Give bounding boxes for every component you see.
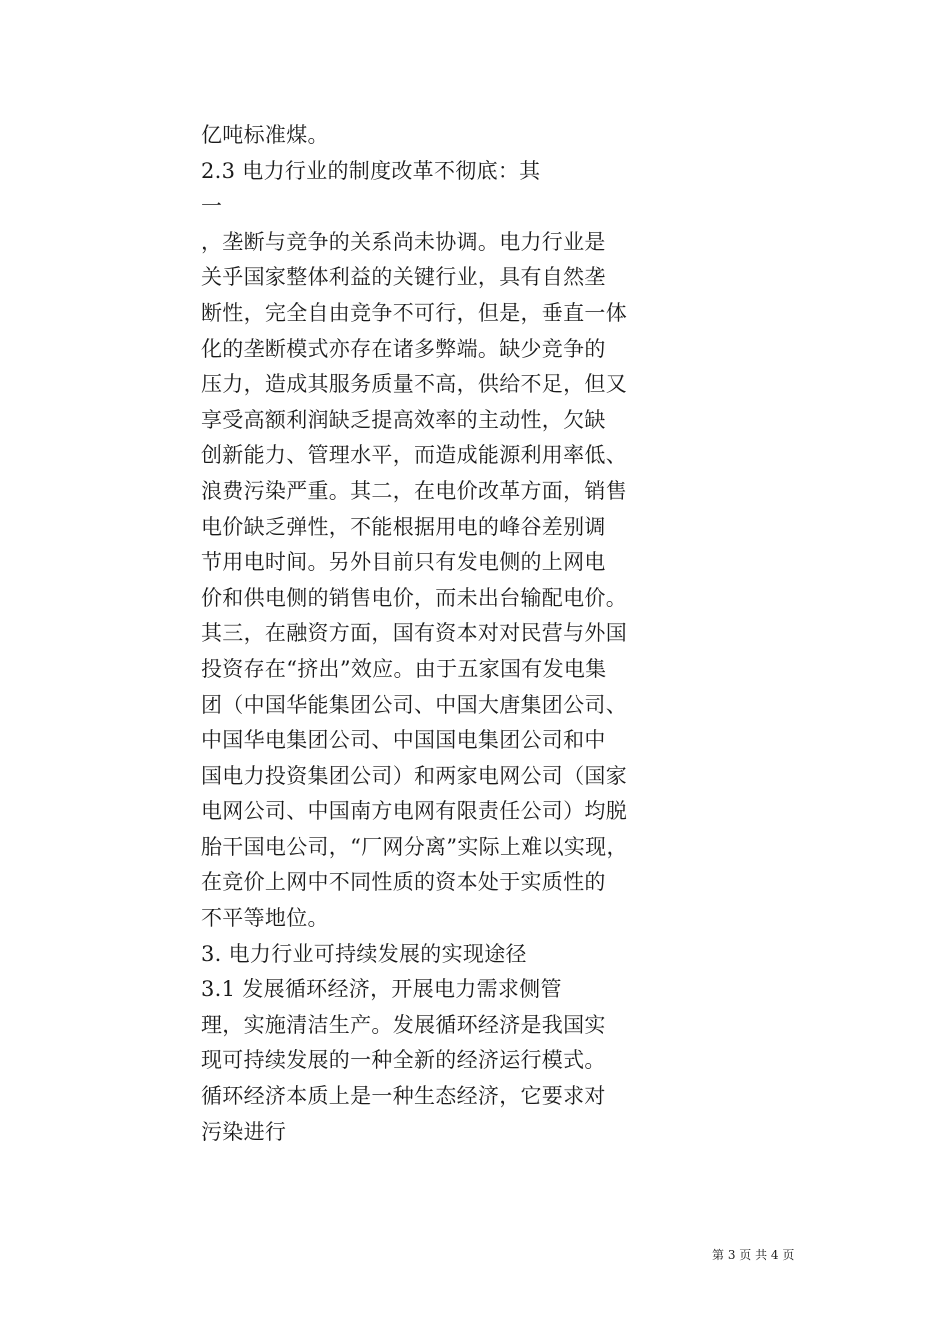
text-line: 一	[201, 194, 223, 219]
text-line: 压力，造成其服务质量不高，供给不足，但又	[201, 372, 627, 397]
section-heading-3: 3. 电力行业可持续发展的实现途径	[201, 941, 527, 966]
text-line: 其三，在融资方面，国有资本对对民营与外国	[201, 621, 627, 646]
text-line: 不平等地位。	[201, 906, 329, 931]
text-line: 创新能力、管理水平，而造成能源利用率低、	[201, 443, 627, 468]
section-heading-2-3: 2.3 电力行业的制度改革不彻底：其	[201, 158, 541, 183]
text-line: 节用电时间。另外目前只有发电侧的上网电	[201, 550, 606, 575]
text-line: 价和供电侧的销售电价，而未出台输配电价。	[201, 585, 627, 610]
text-line: 现可持续发展的一种全新的经济运行模式。	[201, 1048, 606, 1073]
text-line: 投资存在“挤出”效应。由于五家国有发电集	[201, 656, 607, 681]
text-line: 胎干国电公司，“厂网分离”实际上难以实现，	[201, 834, 628, 859]
text-line: 国电力投资集团公司）和两家电网公司（国家	[201, 763, 627, 788]
page-number: 第 3 页 共 4 页	[712, 1248, 795, 1262]
text-line: 中国华电集团公司、中国国电集团公司和中	[201, 728, 606, 753]
text-line: 浪费污染严重。其二，在电价改革方面，销售	[201, 478, 627, 503]
text-line: 在竞价上网中不同性质的资本处于实质性的	[201, 870, 606, 895]
text-line: 断性，完全自由竞争不可行，但是，垂直一体	[201, 300, 627, 325]
text-line: 污染进行	[201, 1119, 287, 1144]
text-line: 电价缺乏弹性，不能根据用电的峰谷差别调	[201, 514, 606, 539]
section-heading-3-1: 3.1 发展循环经济，开展电力需求侧管	[201, 977, 562, 1002]
text-line: 理，实施清洁生产。发展循环经济是我国实	[201, 1012, 606, 1037]
text-line: 享受高额利润缺乏提高效率的主动性，欠缺	[201, 407, 606, 432]
text-line: 关乎国家整体利益的关键行业，具有自然垄	[201, 265, 606, 290]
text-line: 电网公司、中国南方电网有限责任公司）均脱	[201, 799, 627, 824]
text-line: 化的垄断模式亦存在诸多弊端。缺少竞争的	[201, 336, 606, 361]
text-line: 循环经济本质上是一种生态经济，它要求对	[201, 1084, 606, 1109]
text-line: 团（中国华能集团公司、中国大唐集团公司、	[201, 692, 627, 717]
text-line: ，垄断与竞争的关系尚未协调。电力行业是	[201, 229, 606, 254]
text-line: 亿吨标准煤。	[201, 123, 329, 147]
body-text	[201, 118, 671, 1150]
